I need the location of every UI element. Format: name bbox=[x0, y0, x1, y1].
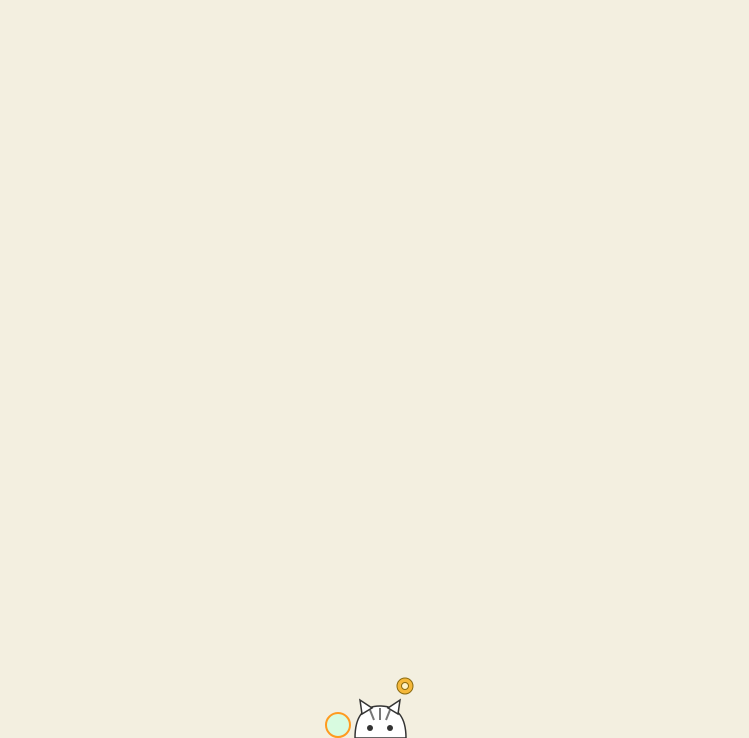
translate-badge[interactable] bbox=[325, 712, 351, 738]
gear-icon[interactable] bbox=[395, 676, 415, 696]
cat-mascot-icon bbox=[300, 698, 460, 738]
